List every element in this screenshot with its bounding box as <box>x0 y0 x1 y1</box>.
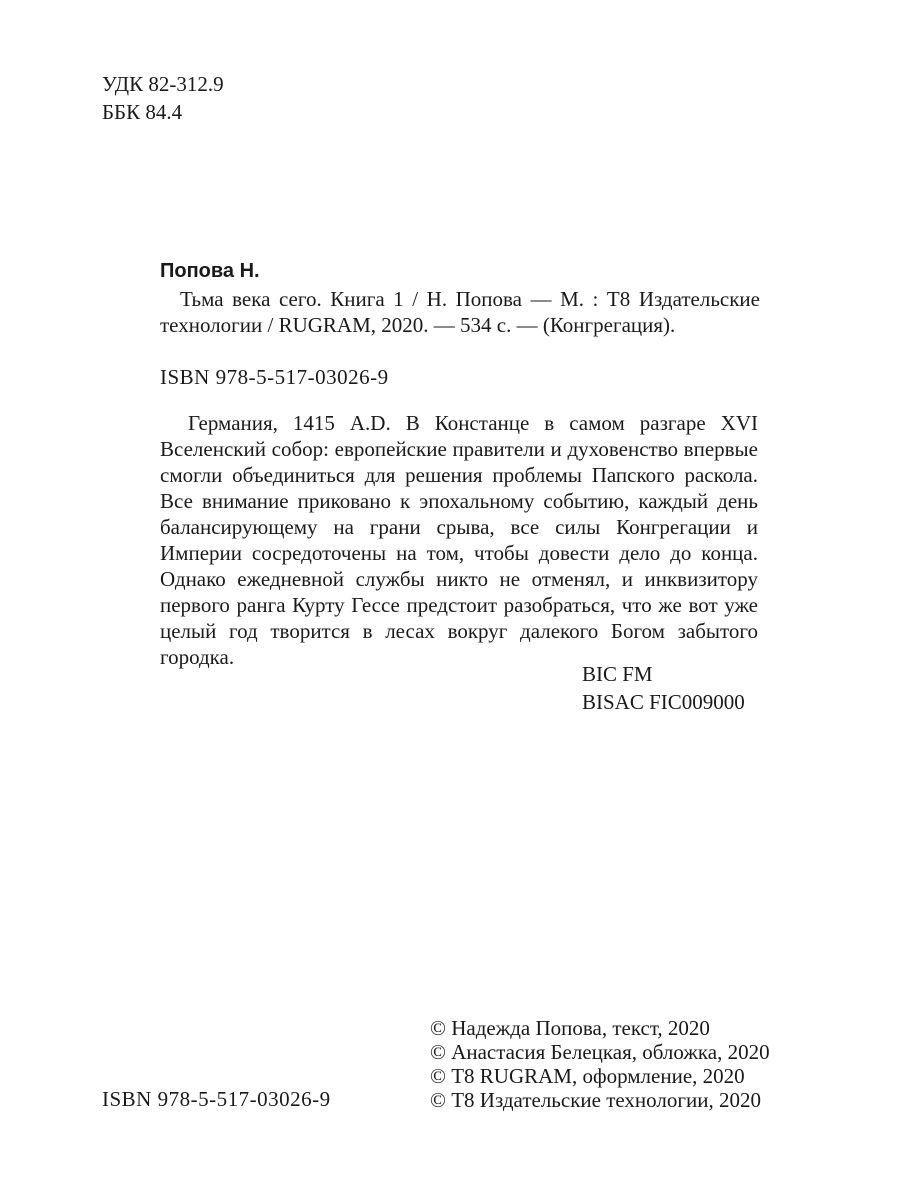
bic-code: BIC FM <box>582 662 653 686</box>
subject-codes <box>582 660 745 716</box>
copyright-line: © Т8 RUGRAM, оформление, 2020 <box>430 1064 745 1088</box>
copyright-line: © Надежда Попова, текст, 2020 <box>430 1016 710 1040</box>
bibliographic-description: Тьма века сего. Книга 1 / Н. Попова — М. : Т8 Издательские технологии / RUGRAM, 2020. — 534 с. — (Конгрегация). <box>160 287 760 337</box>
isbn-top: ISBN 978-5-517-03026-9 <box>160 365 389 389</box>
udk-code: УДК 82-312.9 <box>102 72 224 96</box>
bibliographic-entry <box>160 258 760 338</box>
copyright-line: © Анастасия Белецкая, обложка, 2020 <box>430 1040 770 1064</box>
bbk-code: ББК 84.4 <box>102 100 183 124</box>
copyright-line: © Т8 Издательские технологии, 2020 <box>430 1088 761 1112</box>
bisac-code: BISAC FIC009000 <box>582 690 745 714</box>
classification-codes <box>102 70 224 126</box>
copyright-notices <box>430 1016 770 1112</box>
author-name: Попова Н. <box>160 260 260 282</box>
isbn-bottom: ISBN 978-5-517-03026-9 <box>102 1087 331 1111</box>
book-annotation: Германия, 1415 A.D. В Констанце в самом разгаре XVI Вселенский собор: европейские правители и духовенство впервые смогли объединиться для решения проблемы Папского раскола. Все внимание приковано к эпохальному событию, каждый день балансирующему на грани срыва, все силы Конгрегации и Империи сосредоточены на том, чтобы довести дело до конца. Однако ежедневной службы никто не отменял, и инквизитору первого ранга Курту Гессе предстоит разобраться, что же вот уже целый год творится в лесах вокруг далекого Богом забытого городка. <box>160 411 758 669</box>
